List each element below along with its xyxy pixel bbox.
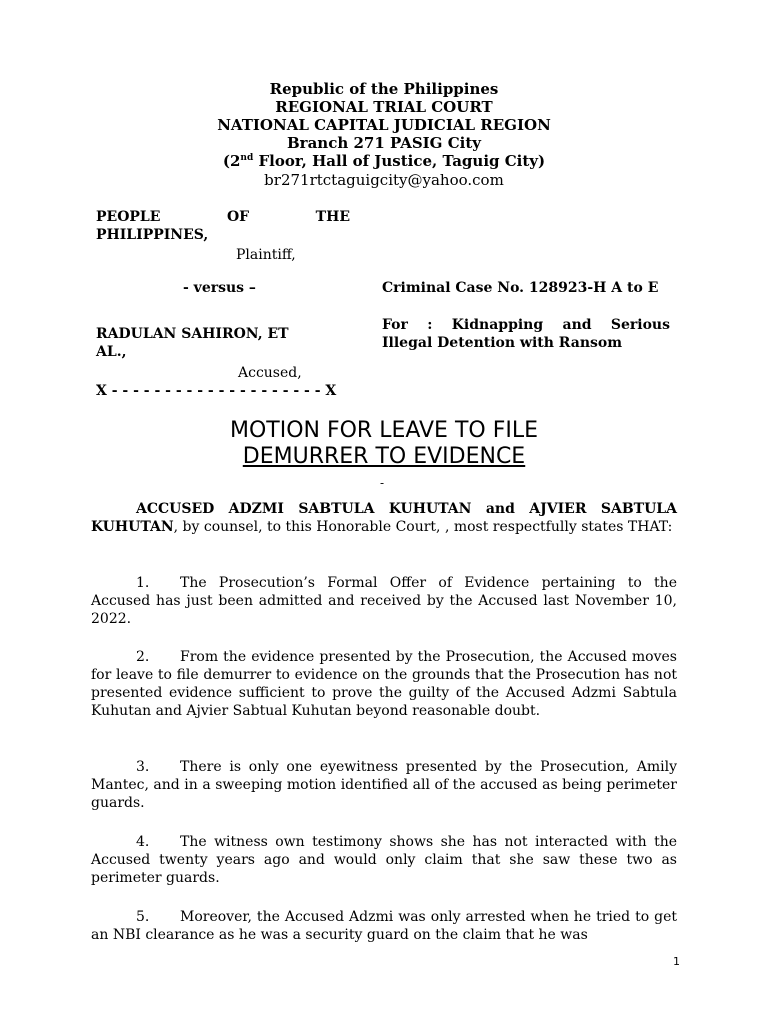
page-number: 1 (673, 955, 680, 968)
motion-title-line2: DEMURRER TO EVIDENCE (242, 444, 526, 469)
accused-name-line1: RADULAN SAHIRON, ET (96, 326, 289, 342)
header-address: (2nd Floor, Hall of Justice, Taguig City) (222, 152, 546, 170)
plaintiff-label: Plaintiff, (236, 247, 296, 263)
header-region: NATIONAL CAPITAL JUDICIAL REGION (217, 116, 551, 134)
paragraph-3: 3. There is only one eyewitness presented by the Prosecution, Amily Mantec, and in a sweeping motion identified all of the accused as being perimeter guards. (91, 759, 677, 811)
title-dash: - (380, 476, 385, 490)
accused-name-line2: AL., (96, 344, 127, 360)
plaintiff-name-line1: PEOPLE OF THE (96, 209, 350, 225)
header-republic: Republic of the Philippines (269, 80, 499, 98)
versus-label: - versus – (183, 280, 256, 296)
paragraph-1: 1. The Prosecution’s Formal Offer of Evidence pertaining to the Accused has just been admitted and received by the Accused last November 10, 2022. (91, 575, 677, 627)
offense-line1: For : Kidnapping and Serious (382, 317, 670, 333)
motion-title-line1: MOTION FOR LEAVE TO FILE (229, 418, 539, 443)
paragraph-2: 2. From the evidence presented by the Prosecution, the Accused moves for leave to file demurrer to evidence on the grounds that the Prosecution has not presented evidence sufficient to prove the guilty of the Accused Adzmi Sabtula Kuhutan and Ajvier Sabtual Kuhutan beyond reasonable doubt. (91, 649, 677, 719)
case-number: Criminal Case No. 128923-H A to E (382, 280, 659, 296)
header-branch: Branch 271 PASIG City (287, 134, 481, 152)
plaintiff-name-line2: PHILIPPINES, (96, 227, 209, 243)
caption-x-line: X - - - - - - - - - - - - - - - - - - - - X (96, 383, 337, 399)
paragraph-4: 4. The witness own testimony shows she has not interacted with the Accused twenty years ago and would only claim that she saw these two as perimeter guards. (91, 834, 677, 886)
header-court: REGIONAL TRIAL COURT (275, 98, 493, 116)
offense-line2: Illegal Detention with Ransom (382, 335, 623, 351)
paragraph-5: 5. Moreover, the Accused Adzmi was only arrested when he tried to get an NBI clearance as he was a security guard on the claim that he was (91, 909, 677, 943)
accused-label: Accused, (238, 365, 302, 381)
intro-paragraph: ACCUSED ADZMI SABTULA KUHUTAN and AJVIER SABTULA KUHUTAN, by counsel, to this Honorable Court, , most respectfully states THAT: (91, 501, 677, 535)
header-email: br271rtctaguigcity@yahoo.com (264, 171, 504, 189)
